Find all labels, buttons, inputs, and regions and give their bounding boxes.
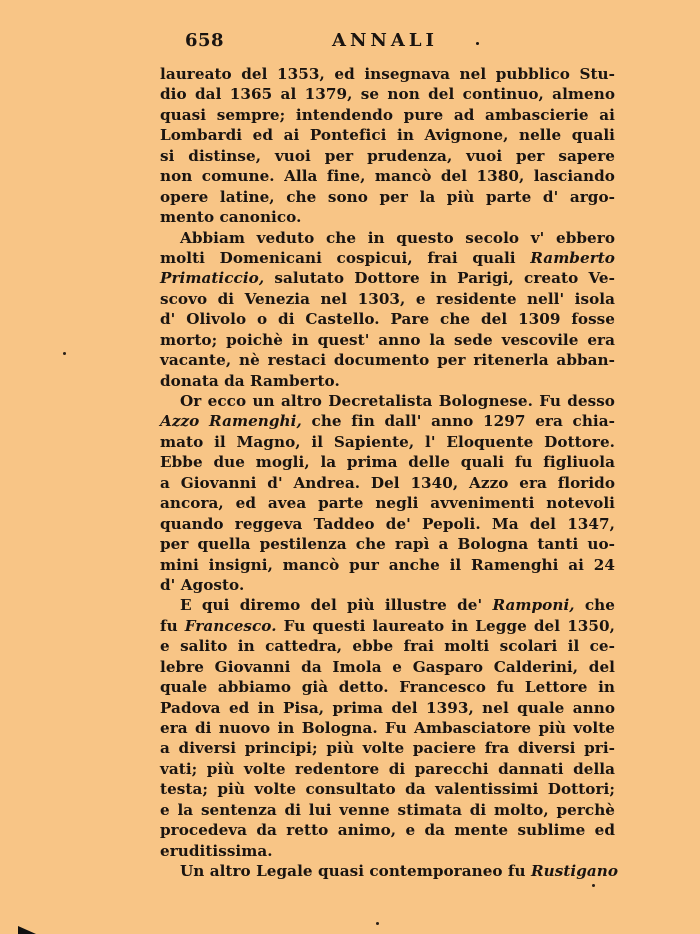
paragraph-start-line: Or ecco un altro Decretalista Bolognese. Fu desso bbox=[180, 392, 615, 410]
text-line: d' Agosto. bbox=[160, 575, 245, 594]
text-line: donata da Ramberto. bbox=[160, 371, 340, 390]
corner-mark bbox=[18, 926, 36, 934]
text-line: a diversi principi; più volte paciere fra diversi pri- bbox=[160, 739, 615, 758]
text-segment: che bbox=[584, 596, 615, 615]
text-line: e salito in cattedra, ebbe frai molti scolari il ce- bbox=[160, 637, 615, 656]
margin-dot bbox=[63, 352, 66, 355]
text-line: a Giovanni d' Andrea. Del 1340, Azzo era florido bbox=[160, 473, 615, 492]
text-line: mini insigni, mancò pur anche il Ramenghi ai 24 bbox=[160, 555, 615, 574]
text-line: scovo di Venezia nel 1303, e residente nell' isola bbox=[160, 289, 615, 308]
text-line: quale abbiamo già detto. Francesco fu Lettore in bbox=[160, 678, 615, 697]
text-line: morto; poichè in quest' anno la sede vescovile era bbox=[160, 330, 615, 349]
text-line: Lombardi ed ai Pontefici in Avignone, nelle quali bbox=[160, 126, 615, 145]
text-segment: molti Domenicani cospicui, frai quali bbox=[160, 248, 516, 267]
body-text bbox=[160, 64, 619, 882]
text-segment: Un altro Legale quasi contemporaneo fu bbox=[180, 862, 526, 881]
text-line: dio dal 1365 al 1379, se non del continuo, almeno bbox=[160, 85, 615, 104]
text-line: non comune. Alla fine, mancò del 1380, lasciando bbox=[160, 167, 615, 186]
page-number: 658 bbox=[185, 30, 225, 51]
text-line: Ebbe due mogli, la prima delle quali fu figliuola bbox=[160, 453, 615, 472]
text-segment: che fin dall' anno 1297 era chia- bbox=[311, 412, 615, 431]
text-line: era di nuovo in Bologna. Fu Ambasciatore più volte bbox=[160, 719, 615, 737]
text-line: quasi sempre; intendendo pure ad ambascierie ai bbox=[160, 105, 615, 124]
paragraph-start-line: Abbiam veduto che in questo secolo v' ebbero bbox=[180, 228, 615, 247]
text-line: mato il Magno, il Sapiente, l' Eloquente Dottore. bbox=[160, 432, 615, 451]
text-line: per quella pestilenza che rapì a Bologna tanti uo- bbox=[160, 535, 615, 554]
italic-name: Primaticcio, bbox=[160, 269, 265, 288]
text-line bbox=[160, 411, 615, 431]
text-line bbox=[160, 248, 615, 268]
text-segment: salutato Dottore in Parigi, creato Ve- bbox=[274, 269, 615, 288]
italic-name: Ramberto bbox=[530, 248, 615, 267]
text-line: d' Olivolo o di Castello. Pare che del 1309 fosse bbox=[160, 310, 615, 329]
running-title: ANNALI bbox=[332, 30, 438, 51]
header-dot bbox=[476, 42, 479, 45]
text-line: vacante, nè restaci documento per ritenerla abban- bbox=[160, 351, 615, 370]
text-line: testa; più volte consultato da valentissimi Dottori; bbox=[160, 780, 615, 799]
margin-dot bbox=[376, 922, 379, 925]
italic-name: Francesco. bbox=[184, 616, 277, 635]
paragraph-start-line bbox=[160, 595, 615, 615]
text-segment: fu bbox=[160, 616, 178, 635]
text-line: vati; più volte redentore di parecchi dannati della bbox=[160, 759, 615, 778]
margin-dot bbox=[592, 884, 595, 887]
text-line bbox=[160, 268, 615, 288]
text-line: laureato del 1353, ed insegnava nel pubblico Stu- bbox=[160, 65, 615, 83]
text-line bbox=[160, 616, 615, 636]
text-line: mento canonico. bbox=[160, 208, 302, 227]
page-header bbox=[160, 30, 615, 58]
italic-name: Ramponi, bbox=[492, 596, 575, 615]
text-line: quando reggeva Taddeo de' Pepoli. Ma del 1347, bbox=[160, 514, 615, 533]
italic-name: Rustigano bbox=[530, 862, 619, 881]
text-line: lebre Giovanni da Imola e Gasparo Calderini, del bbox=[160, 657, 615, 676]
paragraph-start-line bbox=[160, 861, 619, 881]
text-line: ancora, ed avea parte negli avvenimenti notevoli bbox=[160, 494, 615, 513]
text-line: si distinse, vuoi per prudenza, vuoi per sapere bbox=[160, 146, 615, 165]
text-line: opere latine, che sono per la più parte d' argo- bbox=[160, 187, 615, 206]
text-line: e la sentenza di lui venne stimata di molto, perchè bbox=[160, 800, 615, 819]
italic-name: Azzo Ramenghi, bbox=[160, 412, 302, 431]
text-line: Padova ed in Pisa, prima del 1393, nel quale anno bbox=[160, 698, 615, 717]
text-segment: E qui diremo del più illustre de' bbox=[180, 596, 483, 615]
text-segment: Fu questi laureato in Legge del 1350, bbox=[283, 616, 615, 635]
text-line: eruditissima. bbox=[160, 841, 273, 860]
text-line: procedeva da retto animo, e da mente sublime ed bbox=[160, 821, 615, 840]
